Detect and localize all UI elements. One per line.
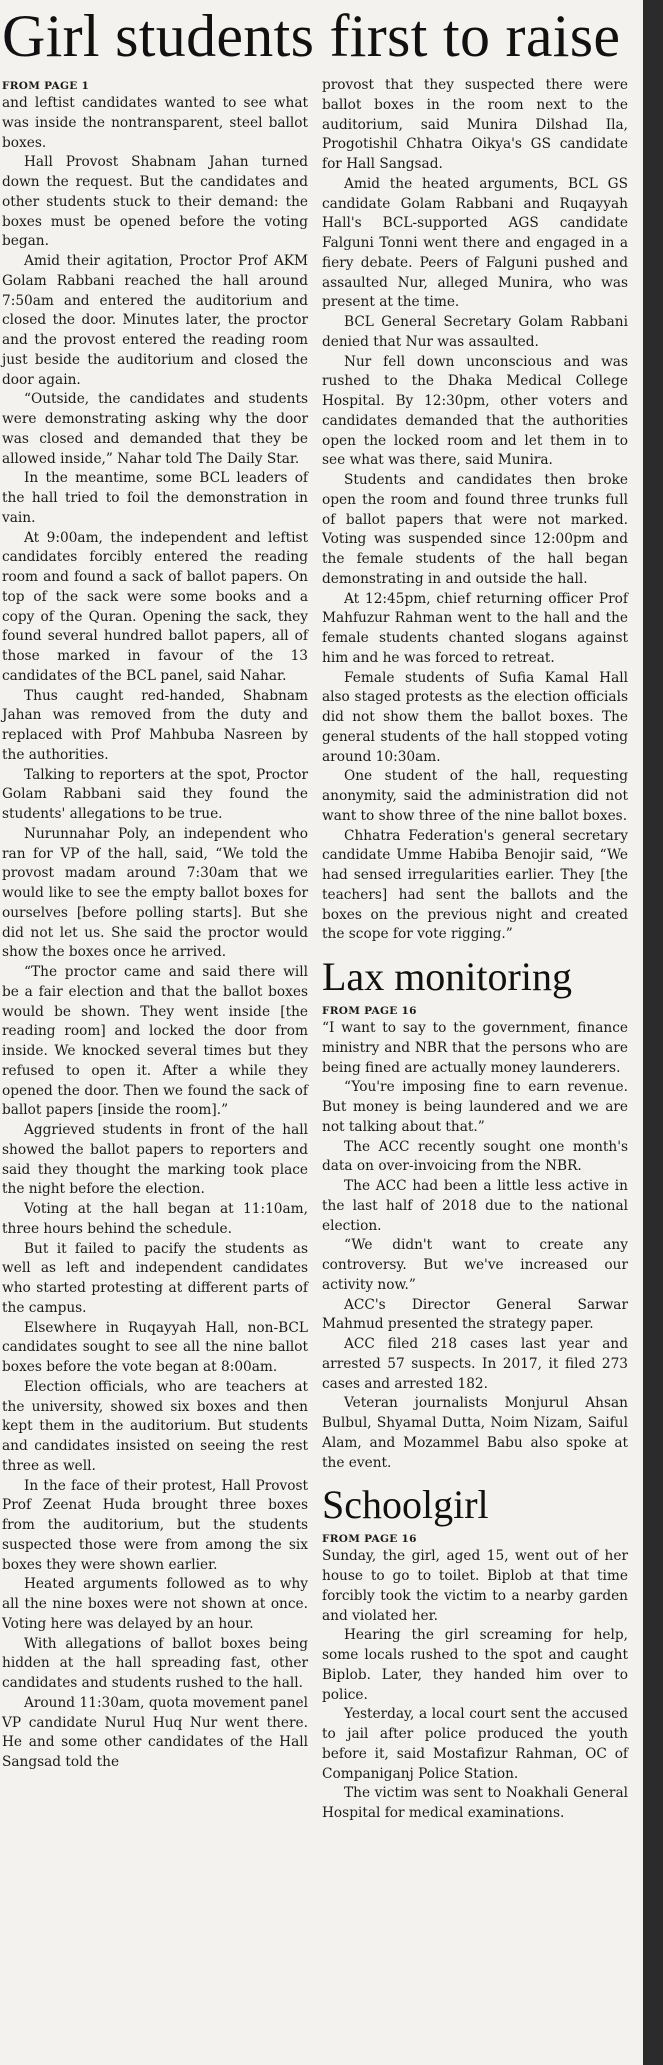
paragraph: Hall Provost Shabnam Jahan turned down the request. But the candidates and other students stuck to their demand: the boxes must be opened before the voting began. <box>2 154 308 250</box>
paragraph: With allegations of ballot boxes being hidden at the hall spreading fast, other candidates and students rushed to the hall. <box>2 1635 308 1691</box>
paragraph: Students and candidates then broke open the room and found three trunks full of ballot papers that were not marked. Voting was suspended since 12:00pm and the female students of the hall began demonstrating in and outside the hall. <box>322 472 628 587</box>
paragraph: and leftist candidates wanted to see what was inside the nontransparent, steel ballot boxes. <box>2 95 308 151</box>
paragraph: Election officials, who are teachers at the university, showed six boxes and then kept them in the auditorium. But students and candidates insisted on seeing the rest three as well. <box>2 1378 308 1474</box>
paragraph: One student of the hall, requesting anonymity, said the administration did not want to show three of the nine ballot boxes. <box>322 768 628 824</box>
paragraph: “Outside, the candidates and students were demonstrating asking why the door was closed and demanded that they be allowed inside,” Nahar told The Daily Star. <box>2 391 308 467</box>
paragraph: Around 11:30am, quota movement panel VP candidate Nurul Huq Nur went there. He and some other candidates of the Hall Sangsad told the <box>2 1694 308 1770</box>
paragraph: The ACC had been a little less active in the last half of 2018 due to the national election. <box>322 1178 628 1234</box>
paragraph: Veteran journalists Monjurul Ahsan Bulbul, Shyamal Dutta, Noim Nizam, Saiful Alam, and Mozammel Babu also spoke at the event. <box>322 1395 628 1471</box>
paragraph: “I want to say to the government, finance ministry and NBR that the persons who are being fined are actually money launderers. <box>322 1020 628 1076</box>
paragraph: BCL General Secretary Golam Rabbani denied that Nur was assaulted. <box>322 314 628 350</box>
paragraph: Voting at the hall began at 11:10am, three hours behind the schedule. <box>2 1201 308 1237</box>
paragraph: Amid the heated arguments, BCL GS candidate Golam Rabbani and Ruqayyah Hall's BCL-supported AGS candidate Falguni Tonni went there and engaged in a fiery debate. Peers of Falguni pushed and assaulted Nur, alleged Munira, who was present at the time. <box>322 175 628 311</box>
page-edge <box>643 0 663 2065</box>
article1-left-body <box>2 94 308 1773</box>
paragraph: Thus caught red-handed, Shabnam Jahan was removed from the duty and replaced with Prof Mahbuba Nasreen by the authorities. <box>2 687 308 763</box>
paragraph: In the face of their protest, Hall Provost Prof Zeenat Huda brought three boxes from the auditorium, but the students suspected those were from among the six boxes they were shown earlier. <box>2 1477 308 1573</box>
paragraph: ACC's Director General Sarwar Mahmud presented the strategy paper. <box>322 1296 628 1333</box>
headline: Girl students first to raise <box>2 3 621 69</box>
paragraph: Nur fell down unconscious and was rushed to the Dhaka Medical College Hospital. By 12:30pm, other voters and candidates demanded that the authorities open the locked room and let them in to see what was there, said Munira. <box>322 353 628 469</box>
article-column-left <box>2 80 308 1773</box>
paragraph: provost that they suspected there were ballot boxes in the room next to the auditorium, said Munira Dilshad Ila, Progotishil Chhatra Oikya's GS candidate for Hall Sangsad. <box>322 77 628 172</box>
article2-jump-line: FROM PAGE 16 <box>322 1005 417 1017</box>
article2-body <box>322 1019 628 1473</box>
article3-jump-line: FROM PAGE 16 <box>322 1533 417 1546</box>
paragraph: Sunday, the girl, aged 15, went out of her house to go to toilet. Biplob at that time forcibly took the victim to a nearby garden and violated her. <box>322 1548 628 1624</box>
paragraph: Talking to reporters at the spot, Proctor Golam Rabbani said they found the students' allegations to be true. <box>2 766 308 822</box>
paragraph: Heated arguments followed as to why all the nine boxes were not shown at once. Voting here was delayed by an hour. <box>2 1576 308 1632</box>
paragraph: “The proctor came and said there will be a fair election and that the ballot boxes would be shown. They went inside [the reading room] and locked the door from inside. We knocked several times but they refused to open it. After a while they opened the door. Then we found the sack of ballot papers [inside the room].” <box>2 964 308 1119</box>
paragraph: At 12:45pm, chief returning officer Prof Mahfuzur Rahman went to the hall and the female students chanted slogans against him and he was forced to retreat. <box>322 590 628 666</box>
jump-line: FROM PAGE 1 <box>2 80 90 92</box>
paragraph: At 9:00am, the independent and leftist candidates forcibly entered the reading room and found a sack of ballot papers. On top of the sack were some books and a copy of the Quran. Opening the sack, they found several hundred ballot papers, all of those marked in favour of the 13 candidates of the BCL panel, said Nahar. <box>2 529 308 684</box>
article3-body <box>322 1547 628 1824</box>
paragraph: The victim was sent to Noakhali General Hospital for medical examinations. <box>322 1785 628 1821</box>
paragraph: Elsewhere in Ruqayyah Hall, non-BCL candidates sought to see all the nine ballot boxes before the vote began at 8:00am. <box>2 1319 308 1375</box>
paragraph: Chhatra Federation's general secretary candidate Umme Habiba Benojir said, “We had sensed irregularities earlier. They [the teachers] had sent the ballots and the boxes on the previous night and created the scope for vote rigging.” <box>322 827 628 943</box>
paragraph: Female students of Sufia Kamal Hall also staged protests as the election officials did not show them the ballot boxes. The general students of the hall stopped voting around 10:30am. <box>322 669 628 765</box>
paragraph: Nurunnahar Poly, an independent who ran for VP of the hall, said, “We told the provost madam around 7:30am that we would like to see the empty ballot boxes for ourselves [before polling starts]. But she did not let us. She said the proctor would show the boxes once he arrived. <box>2 825 308 961</box>
paragraph: But it failed to pacify the students as well as left and independent candidates who started protesting at different parts of the campus. <box>2 1240 308 1316</box>
paragraph: Aggrieved students in front of the hall showed the ballot papers to reporters and said they thought the marking took place the night before the election. <box>2 1122 308 1198</box>
paragraph: In the meantime, some BCL leaders of the hall tried to foil the demonstration in vain. <box>2 470 308 526</box>
paragraph: Hearing the girl screaming for help, some locals rushed to the spot and caught Biplob. Later, they handed him over to police. <box>322 1627 628 1703</box>
article1-right-body <box>322 76 628 945</box>
paragraph: “You're imposing fine to earn revenue. But money is being laundered and we are not talking about that.” <box>322 1079 628 1135</box>
article3-headline: Schoolgirl <box>322 1482 489 1528</box>
paragraph: The ACC recently sought one month's data on over-invoicing from the NBR. <box>322 1138 628 1175</box>
paragraph: “We didn't want to create any controversy. But we've increased our activity now.” <box>322 1237 628 1293</box>
article-column-right <box>322 76 628 1824</box>
paragraph: Amid their agitation, Proctor Prof AKM Golam Rabbani reached the hall around 7:50am and entered the auditorium and closed the door. Minutes later, the proctor and the provost entered the reading room just beside the auditorium and closed the door again. <box>2 253 308 388</box>
article2-headline: Lax monitoring <box>322 954 572 999</box>
paragraph: Yesterday, a local court sent the accused to jail after police produced the youth before it, said Mostafizur Rahman, OC of Companiganj Police Station. <box>322 1706 628 1782</box>
paragraph: ACC filed 218 cases last year and arrested 57 suspects. In 2017, it filed 273 cases and arrested 182. <box>322 1336 628 1392</box>
